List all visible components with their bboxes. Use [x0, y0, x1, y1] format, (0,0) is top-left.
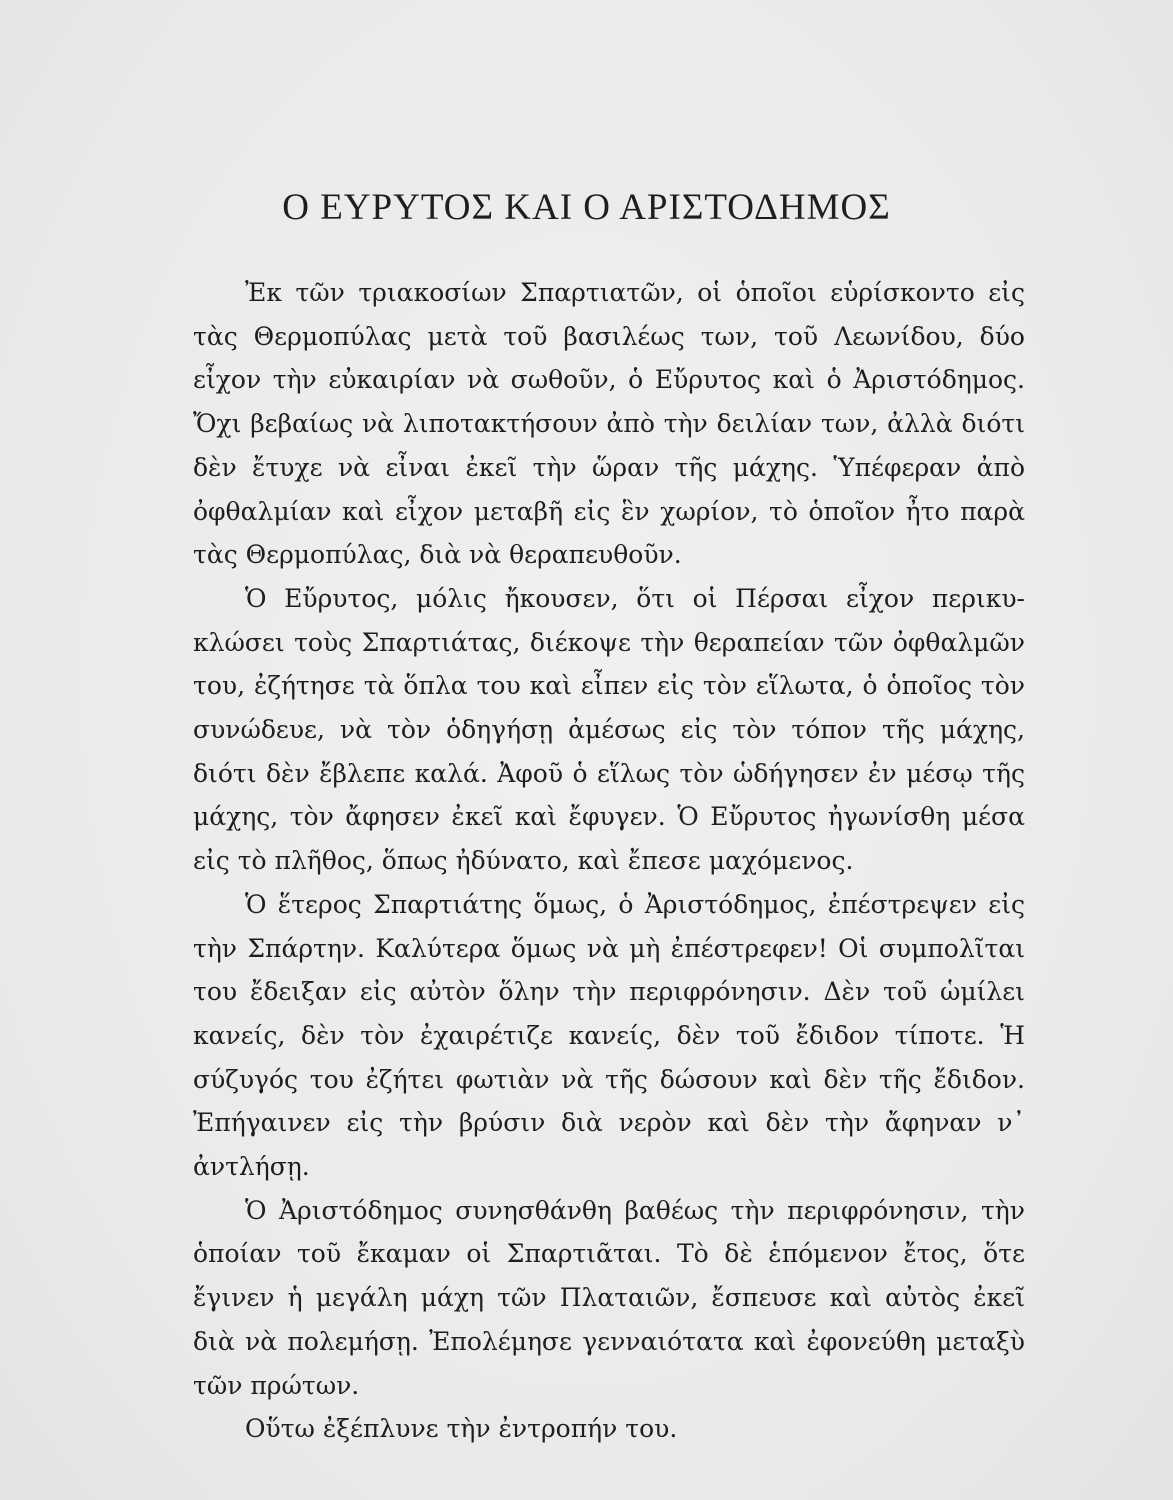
paragraph: Ἐκ τῶν τριακοσίων Σπαρτιατῶν, οἱ ὁποῖοι εὑρίσκοντο εἰς τὰς Θερμοπύλας μετὰ τοῦ βασιλέως των, τοῦ Λεωνίδου, δύο εἶχον τὴν εὐκαιρίαν νὰ σωθοῦν, ὁ Εὔρυτος καὶ ὁ Ἀριστόδημος. Ὄχι βεβαίως νὰ λιποτακτήσουν ἀπὸ τὴν δειλίαν των, ἀλλὰ διότι δὲν ἔτυχε νὰ εἶναι ἐκεῖ τὴν ὥραν τῆς μάχης. Ὑπέφεραν ἀπὸ ὀφθαλμίαν καὶ εἶχον μεταβῆ εἰς ἓν χωρίον, τὸ ὁποῖον ἦτο παρὰ τὰς Θερμοπύλας, διὰ νὰ θεραπευθοῦν.	[193, 278, 1025, 570]
paragraph: Ὁ ἕτερος Σπαρτιάτης ὅμως, ὁ Ἀριστόδημος, ἐπέστρεψεν εἰς τὴν Σπάρτην. Καλύτερα ὅμως νὰ μὴ ἐπέστρεφεν! Οἱ συμπολῖται του ἔδειξαν εἰς αὐτὸν ὅλην τὴν περιφρόνησιν. Δὲν τοῦ ὡμίλει κανείς, δὲν τὸν ἐχαιρέτιζε κανείς, δὲν τοῦ ἔδιδον τίποτε. Ἡ σύζυγός του ἐζήτει φωτιὰν νὰ τῆς δώσουν καὶ δὲν τῆς ἔδιδον. Ἐπήγαινεν εἰς τὴν βρύσιν διὰ νερὸν καὶ δὲν τὴν ἄφηναν ν᾿ ἀντλήσῃ.	[193, 889, 1025, 1182]
paragraph: Οὕτω ἐξέπλυνε τὴν ἐντροπήν του.	[245, 1414, 678, 1444]
paragraph: Ὁ Εὔρυτος, μόλις ἤκουσεν, ὅτι οἱ Πέρσαι εἶχον περικυκλώσει τοὺς Σπαρτιάτας, διέκοψε τὴν θεραπείαν τῶν ὀφθαλμῶν του, ἐζήτησε τὰ ὅπλα του καὶ εἶπεν εἰς τὸν εἵλωτα, ὁ ὁποῖος τὸν συνώδευε, νὰ τὸν ὁδηγήσῃ ἀμέσως εἰς τὸν τόπον τῆς μάχης, διότι δὲν ἔβλεπε καλά. Ἀφοῦ ὁ εἵλως τὸν ὡδήγησεν ἐν μέσῳ τῆς μάχης, τὸν ἄφησεν ἐκεῖ καὶ ἔφυγεν. Ὁ Εὔρυτος ἠγωνίσθη μέσα εἰς τὸ πλῆθος, ὅπως ἠδύνατο, καὶ ἔπεσε μαχόμενος.	[193, 583, 1025, 876]
chapter-title: Ο ΕΥΡΥΤΟΣ ΚΑΙ Ο ΑΡΙΣΤΟΔΗΜΟΣ	[282, 187, 891, 228]
paragraph: Ὁ Ἀριστόδημος συνησθάνθη βαθέως τὴν περιφρόνησιν, τὴν ὁποίαν τοῦ ἔκαμαν οἱ Σπαρτιᾶται. Τὸ δὲ ἑπόμενον ἔτος, ὅτε ἔγινεν ἡ μεγάλη μάχη τῶν Πλαταιῶν, ἔσπευσε καὶ αὐτὸς ἐκεῖ διὰ νὰ πολεμήσῃ. Ἐπολέμησε γενναιότατα καὶ ἐφονεύθη μεταξὺ τῶν πρώτων.	[193, 1195, 1025, 1400]
chapter-text	[193, 271, 1025, 1451]
